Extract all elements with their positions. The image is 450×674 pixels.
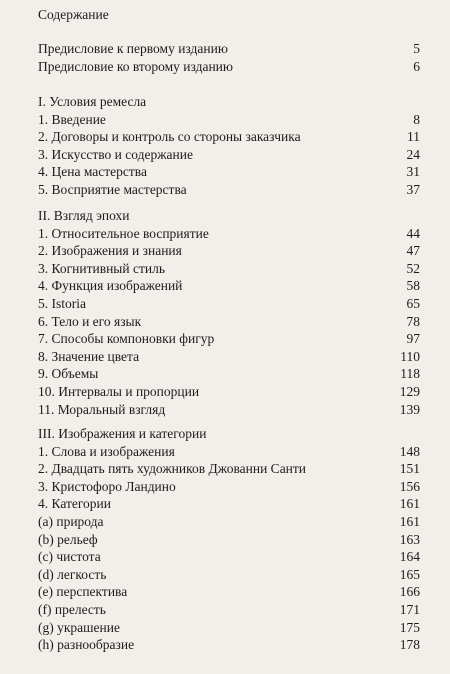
toc-entry xyxy=(38,401,420,419)
part-title: I. Условия ремесла xyxy=(38,94,147,109)
entry-title: (b) рельеф xyxy=(38,531,98,547)
entry-page: 65 xyxy=(406,295,420,311)
entry-title: (g) украшение xyxy=(38,619,120,635)
toc-entry xyxy=(38,619,420,637)
entry-page: 78 xyxy=(406,313,420,329)
entry-title: (f) прелесть xyxy=(38,601,106,617)
entry-title: 5. Istoria xyxy=(38,295,86,311)
entry-page: 24 xyxy=(406,146,420,162)
entry-page: 58 xyxy=(406,278,420,294)
entry-page: 31 xyxy=(406,164,420,180)
toc-intro xyxy=(38,40,420,75)
entry-page: 47 xyxy=(406,243,420,259)
entry-title: (c) чистота xyxy=(38,549,101,565)
toc-entry xyxy=(38,460,420,478)
toc-part-1 xyxy=(38,93,420,199)
entry-page: 5 xyxy=(413,41,420,56)
toc-entry xyxy=(38,128,420,146)
entry-page: 175 xyxy=(399,619,420,635)
entry-page: 129 xyxy=(399,383,420,399)
toc-entry xyxy=(38,181,420,199)
entry-title: (h) разнообразие xyxy=(38,637,135,653)
entry-title: Предисловие к первому изданию xyxy=(38,41,228,56)
entry-title: 1. Введение xyxy=(38,111,106,127)
toc-entry xyxy=(38,313,420,331)
entry-title: 6. Тело и его язык xyxy=(38,313,142,329)
toc-entry xyxy=(38,58,420,76)
entry-title: 1. Относительное восприятие xyxy=(38,225,209,241)
entry-page: 97 xyxy=(406,331,420,347)
entry-page: 6 xyxy=(413,58,420,74)
entry-page: 52 xyxy=(406,260,420,276)
entry-page: 161 xyxy=(399,496,420,512)
entry-page: 178 xyxy=(399,637,420,653)
toc-entry xyxy=(38,225,420,243)
entry-page: 161 xyxy=(399,513,420,529)
entry-title: 4. Категории xyxy=(38,496,112,512)
entry-page: 164 xyxy=(399,549,420,565)
toc-entry xyxy=(38,330,420,348)
entry-title: 8. Значение цвета xyxy=(38,348,140,364)
entry-title: (d) легкость xyxy=(38,566,107,582)
entry-title: (a) природа xyxy=(38,513,104,529)
toc-entry xyxy=(38,163,420,181)
entry-page: 171 xyxy=(399,601,420,617)
entry-title: 3. Кристофоро Ландино xyxy=(38,478,176,494)
toc-part-2 xyxy=(38,207,420,418)
entry-page: 44 xyxy=(406,225,420,241)
entry-title: 9. Объемы xyxy=(38,366,99,382)
toc-entry xyxy=(38,443,420,461)
toc-entry xyxy=(38,513,420,531)
entry-title: 2. Договоры и контроль со стороны заказчика xyxy=(38,129,301,145)
toc-entry xyxy=(38,383,420,401)
entry-page: 11 xyxy=(407,129,420,145)
toc-entry xyxy=(38,348,420,366)
toc-entry xyxy=(38,277,420,295)
entry-page: 148 xyxy=(399,443,420,459)
toc-entry xyxy=(38,601,420,619)
entry-page: 118 xyxy=(400,366,420,382)
entry-page: 151 xyxy=(399,461,420,477)
toc-entry xyxy=(38,495,420,513)
entry-title: 7. Способы компоновки фигур xyxy=(38,331,215,347)
entry-page: 156 xyxy=(399,478,420,494)
toc-entry xyxy=(38,478,420,496)
entry-title: 3. Искусство и содержание xyxy=(38,146,193,162)
toc-entry xyxy=(38,260,420,278)
entry-page: 8 xyxy=(413,111,420,127)
entry-title: 4. Цена мастерства xyxy=(38,164,147,180)
toc-heading: Содержание xyxy=(38,7,109,22)
part-title: III. Изображения и категории xyxy=(38,426,207,441)
toc-entry xyxy=(38,40,420,58)
toc-entry xyxy=(38,365,420,383)
toc-entry xyxy=(38,548,420,566)
entry-title: 3. Когнитивный стиль xyxy=(38,260,165,276)
entry-page: 163 xyxy=(399,531,420,547)
toc-entry xyxy=(38,295,420,313)
entry-page: 165 xyxy=(399,566,420,582)
entry-page: 139 xyxy=(399,401,420,417)
entry-title: 1. Слова и изображения xyxy=(38,443,175,459)
entry-page: 37 xyxy=(406,181,420,197)
entry-title: 11. Моральный взгляд xyxy=(38,401,166,417)
entry-title: 2. Двадцать пять художников Джованни Санти xyxy=(38,461,307,477)
entry-page: 110 xyxy=(400,348,420,364)
toc-entry xyxy=(38,111,420,129)
toc-entry xyxy=(38,566,420,584)
entry-title: (e) перспектива xyxy=(38,584,128,600)
toc-entry xyxy=(38,636,420,654)
entry-title: 4. Функция изображений xyxy=(38,278,183,294)
entry-title: 5. Восприятие мастерства xyxy=(38,181,187,197)
toc-entry xyxy=(38,583,420,601)
toc-entry xyxy=(38,531,420,549)
entry-title: 2. Изображения и знания xyxy=(38,243,182,259)
entry-page: 166 xyxy=(399,584,420,600)
toc-entry xyxy=(38,242,420,260)
entry-title: Предисловие ко второму изданию xyxy=(38,58,233,74)
part-title: II. Взгляд эпохи xyxy=(38,208,130,223)
toc-entry xyxy=(38,146,420,164)
entry-title: 10. Интервалы и пропорции xyxy=(38,383,200,399)
toc-part-3 xyxy=(38,425,420,654)
